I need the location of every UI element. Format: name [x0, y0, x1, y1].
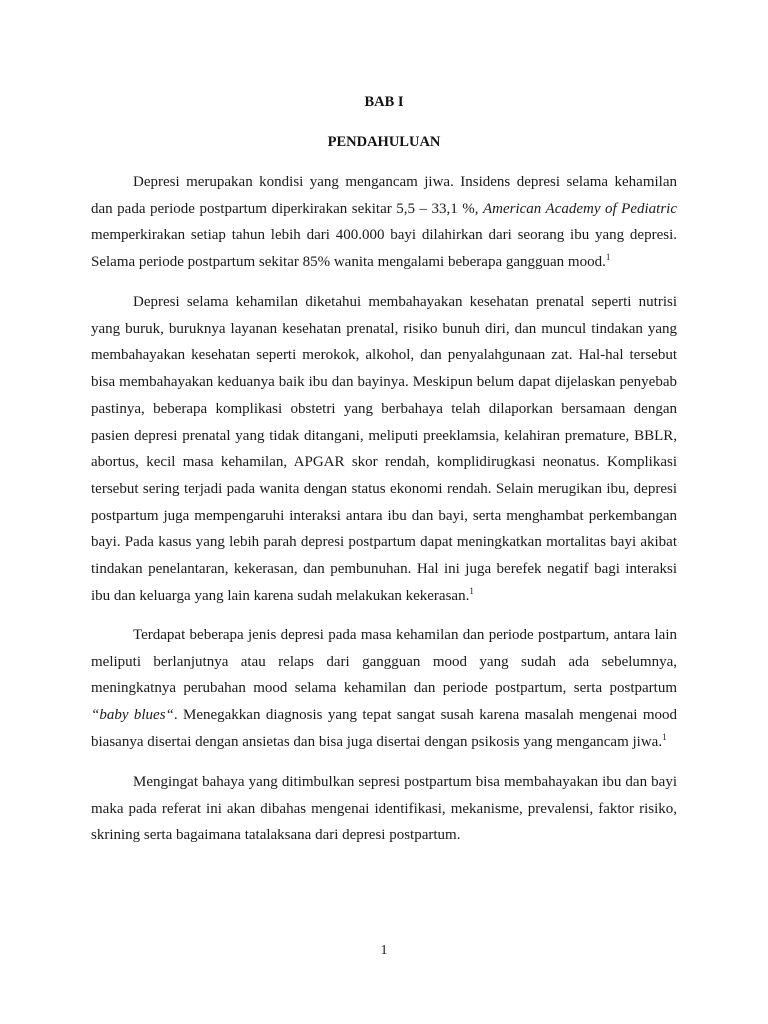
paragraph-4 — [91, 769, 677, 849]
paragraph-3-text-cont: . Menegakkan diagnosis yang tepat sangat susah karena masalah mengenai mood biasanya disertai dengan ansietas dan bisa juga disertai dengan psikosis yang mengancam jiwa. — [91, 707, 677, 750]
paragraph-2-text: Depresi selama kehamilan diketahui membahayakan kesehatan prenatal seperti nutrisi yang buruk, buruknya layanan kesehatan prenatal, risiko bunuh diri, dan muncul tindakan yang membahayakan kesehatan seperti merokok, alkohol, dan penyalahgunaan zat. Hal-hal tersebut bisa membahayakan keduanya baik ibu dan bayinya. Meskipun belum dapat dijelaskan penyebab pastinya, beberapa komplikasi obstetri yang berbahaya telah dilaporkan bersamaan dengan pasien depresi prenatal yang tidak ditangani, meliputi preeklamsia, kelahiran premature, BBLR, abortus, kecil masa kehamilan, APGAR skor rendah, komplidirugkasi neonatus. Komplikasi tersebut sering terjadi pada wanita dengan status ekonomi rendah. Selain merugikan ibu, depresi postpartum juga mempengaruhi interaksi antara ibu dan bayi, serta menghambat perkembangan bayi. Pada kasus yang lebih parah depresi postpartum dapat meningkatkan mortalitas bayi akibat tindakan penelantaran, kekerasan, dan pembunuhan. Hal ini juga berefek negatif bagi interaksi ibu dan keluarga yang lain karena sudah melakukan kekerasan. — [91, 294, 677, 604]
page-number: 1 — [380, 943, 388, 958]
chapter-title: PENDAHULUAN — [327, 134, 441, 150]
paragraph-1-text: Depresi merupakan kondisi yang mengancam jiwa. Insidens depresi selama kehamilan dan pada periode postpartum diperkirakan sekitar 5,5 – 33,1 %, — [91, 174, 677, 217]
paragraph-4-text: Mengingat bahaya yang ditimbulkan sepresi postpartum bisa membahayakan ibu dan bayi maka pada referat ini akan dibahas mengenai identifikasi, mekanisme, prevalensi, faktor risiko, skrining serta bagaimana tatalaksana dari depresi postpartum. — [91, 774, 677, 844]
footnote-ref: 1 — [605, 252, 611, 263]
paragraph-3-text: Terdapat beberapa jenis depresi pada masa kehamilan dan periode postpartum, antara lain meliputi berlanjutnya atau relaps dari gangguan mood yang sudah ada sebelumnya, meningkatnya perubahan mood selama kehamilan dan periode postpartum, serta postpartum — [91, 627, 677, 697]
paragraph-1-italic: American Academy of Pediatric — [482, 200, 677, 217]
paragraph-3 — [91, 622, 677, 756]
paragraph-1 — [91, 169, 677, 276]
footnote-ref: 1 — [662, 731, 667, 742]
paragraph-2 — [91, 289, 677, 609]
paragraph-3-italic: “baby blues“ — [91, 707, 174, 724]
footnote-ref: 1 — [469, 585, 474, 596]
paragraph-1-text-cont: memperkirakan setiap tahun lebih dari 400.000 bayi dilahirkan dari seorang ibu yang depresi. Selama periode postpartum sekitar 85% wanita mengalami beberapa gangguan mood. — [91, 227, 677, 271]
chapter-number: BAB I — [364, 94, 404, 110]
